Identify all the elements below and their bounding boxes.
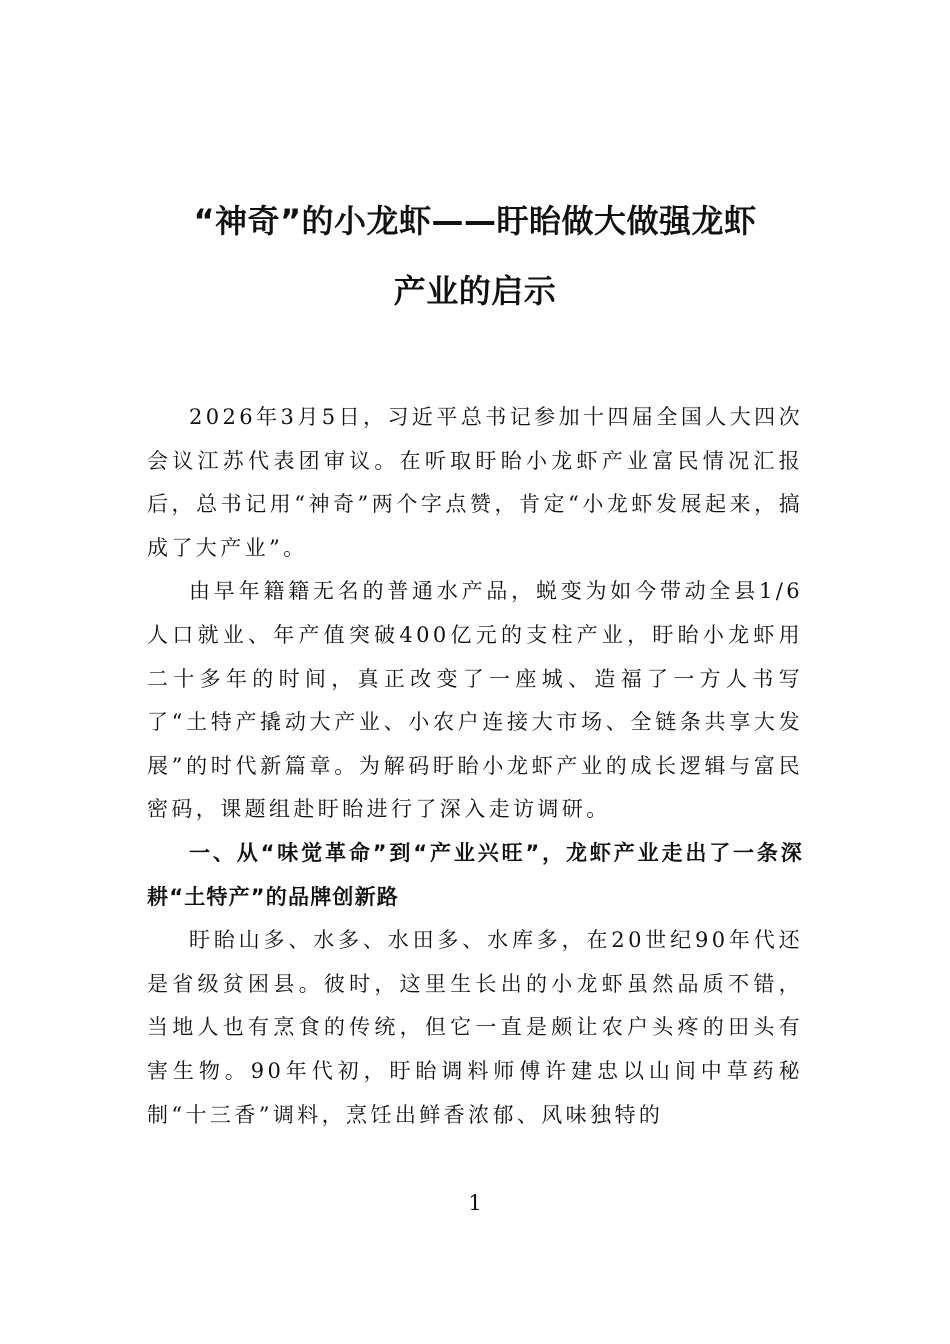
paragraph-1: 2026年3月5日，习近平总书记参加十四届全国人大四次会议江苏代表团审议。在听取盱眙小龙虾产业富民情况汇报后，总书记用“神奇”两个字点赞，肯定“小龙虾发展起来，搞成了大产业”。: [147, 405, 803, 560]
paragraph-2: 由早年籍籍无名的普通水产品，蜕变为如今带动全县1/6人口就业、年产值突破400亿元的支柱产业，盱眙小龙虾用二十多年的时间，真正改变了一座城、造福了一方人书写了“土特产撬动大产业、小农户连接大市场、全链条共享大发展”的时代新篇章。为解码盱眙小龙虾产业的成长逻辑与富民密码，课题组赴盱眙进行了深入走访调研。: [147, 579, 803, 822]
title-line-1: “神奇”的小龙虾——盱眙做大做强龙虾: [193, 202, 757, 240]
page-number: 1: [468, 1191, 482, 1215]
paragraph-3: 盱眙山多、水多、水田多、水库多，在20世纪90年代还是省级贫困县。彼时，这里生长出的小龙虾虽然品质不错，当地人也有烹食的传统，但它一直是颇让农户头疼的田头有害生物。90年代初，盱眙调料师傅许建忠以山间中草药秘制“十三香”调料，烹饪出鲜香浓郁、风味独特的: [147, 928, 803, 1127]
section-heading-1: 一、从“味觉革命”到“产业兴旺”，龙虾产业走出了一条深耕“土特产”的品牌创新路: [147, 840, 803, 909]
title-line-2: 产业的启示: [393, 272, 557, 310]
document-title: [120, 186, 830, 326]
document-body: [147, 396, 803, 1137]
